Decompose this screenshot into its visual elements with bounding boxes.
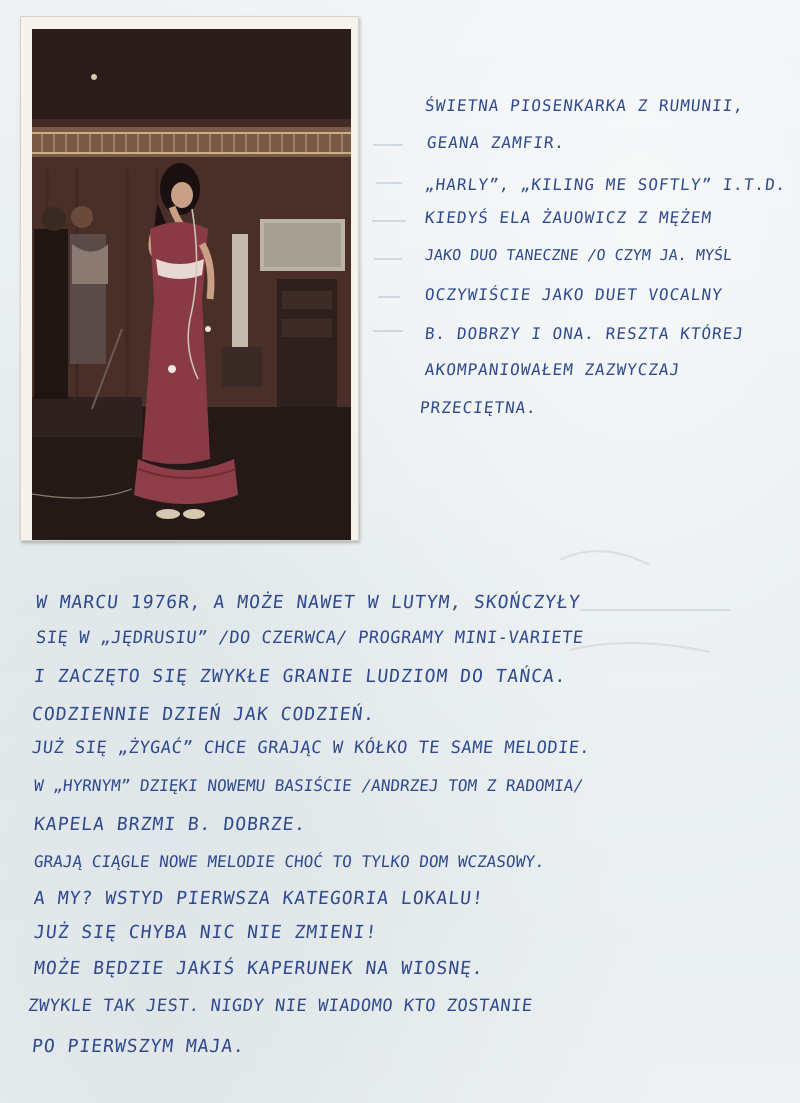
diary-line: SIĘ W „JĘDRUSIU” /DO CZERWCA/ PROGRAMY MINI-VARIETE <box>34 628 585 648</box>
caption-line: OCZYWIŚCIE JAKO DUET VOCALNY <box>424 285 724 304</box>
caption-line: GEANA ZAMFIR. <box>426 133 567 152</box>
diary-line: I ZACZĘTO SIĘ ZWYKŁE GRANIE LUDZIOM DO TAŃCA. <box>32 666 568 687</box>
caption-line: PRZECIĘTNA. <box>419 398 538 417</box>
bleed-through-marks <box>368 135 418 360</box>
diary-line: GRAJĄ CIĄGLE NOWE MELODIE CHOĆ TO TYLKO DOM WCZASOWY. <box>33 852 546 871</box>
diary-line: A MY? WSTYD PIERWSZA KATEGORIA LOKALU! <box>32 888 485 909</box>
photograph <box>20 16 359 541</box>
caption-line: ŚWIETNA PIOSENKARKA Z RUMUNII, <box>424 96 745 115</box>
caption-line: „HARLY”, „KILING ME SOFTLY” I.T.D. <box>424 175 788 194</box>
diary-line: CODZIENNIE DZIEŃ JAK CODZIEŃ. <box>30 704 377 725</box>
diary-line: ZWYKLE TAK JEST. NIGDY NIE WIADOMO KTO ZOSTANIE <box>26 996 534 1016</box>
diary-line: KAPELA BRZMI B. DOBRZE. <box>32 814 308 835</box>
caption-line: B. DOBRZY I ONA. RESZTA KTÓREJ <box>424 324 745 343</box>
caption-line: AKOMPANIOWAŁEM ZAZWYCZAJ <box>424 360 682 379</box>
caption-line: JAKO DUO TANECZNE /O CZYM JA. MYŚL <box>424 246 733 264</box>
diary-line: MOŻE BĘDZIE JAKIŚ KAPERUNEK NA WIOSNĘ. <box>32 958 485 979</box>
diary-line: JUŻ SIĘ „ŻYGAĆ” CHCE GRAJĄC W KÓŁKO TE SAME MELODIE. <box>30 738 592 758</box>
singer-on-stage-illustration <box>32 29 351 540</box>
diary-line: W „HYRNYM” DZIĘKI NOWEMU BASIŚCIE /ANDRZEJ TOM Z RADOMIA/ <box>33 776 585 795</box>
photo-image <box>32 29 351 540</box>
diary-line: W MARCU 1976R, A MOŻE NAWET W LUTYM, SKOŃCZYŁY <box>34 592 582 613</box>
caption-line: KIEDYŚ ELA ŻAUOWICZ Z MĘŻEM <box>424 208 714 227</box>
bleed-through-strokes <box>368 135 418 345</box>
diary-line: PO PIERWSZYM MAJA. <box>30 1036 247 1057</box>
diary-line: JUŻ SIĘ CHYBA NIC NIE ZMIENI! <box>32 922 379 943</box>
